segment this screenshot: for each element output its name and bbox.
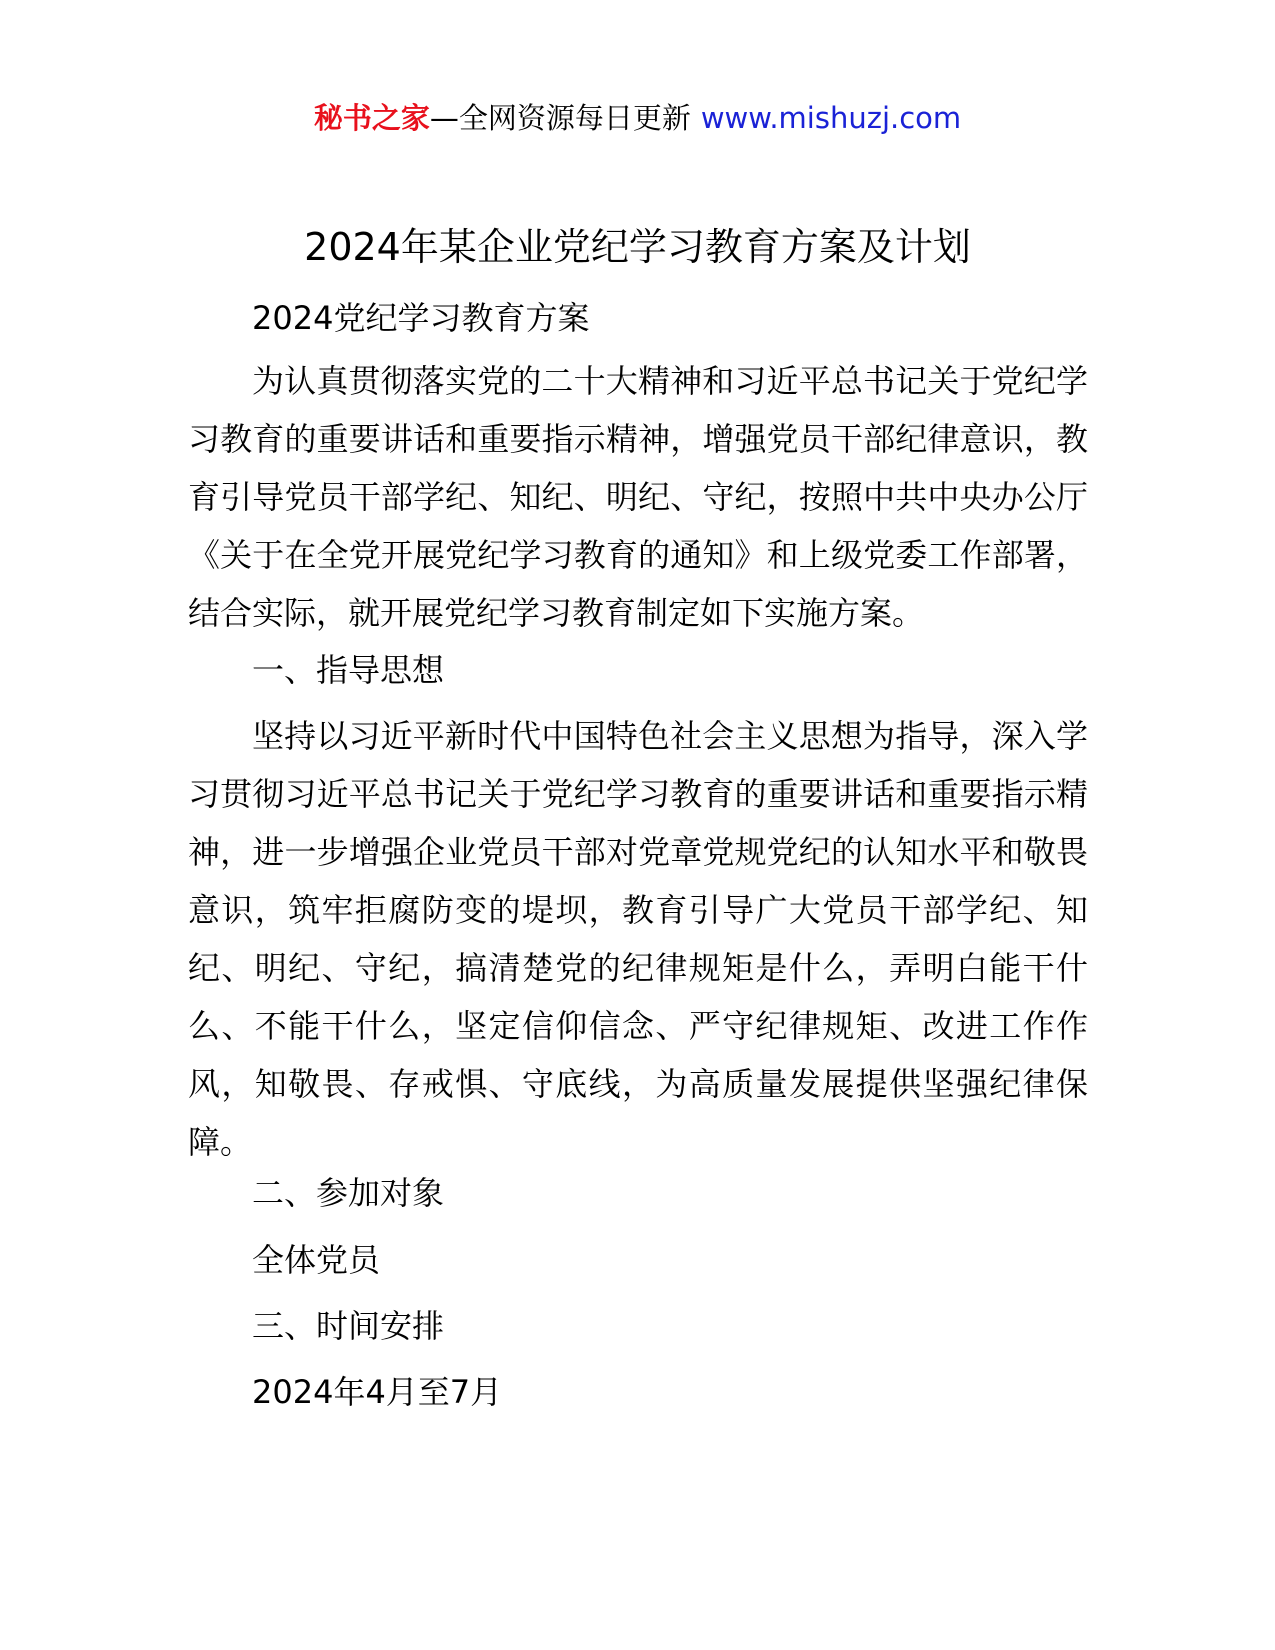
site-url-link[interactable]: www.mishuzj.com [700, 101, 962, 135]
section1-paragraph: 坚持以习近平新时代中国特色社会主义思想为指导，深入学习贯彻习近平总书记关于党纪学习教育的重要讲话和重要指示精神，进一步增强企业党员干部对党章党规党纪的认知水平和敬畏意识，筑牢拒腐防变的堤坝，教育引导广大党员干部学纪、知纪、明纪、守纪，搞清楚党的纪律规矩是什么，弄明白能干什么、不能干什么，坚定信仰信念、严守纪律规矩、改进工作作风，知敬畏、存戒惧、守底线，为高质量发展提供坚强纪律保障。 [188, 717, 1088, 1161]
intro-paragraph: 为认真贯彻落实党的二十大精神和习近平总书记关于党纪学习教育的重要讲话和重要指示精神，增强党员干部纪律意识，教育引导党员干部学纪、知纪、明纪、守纪，按照中共中央办公厅《关于在全党开展党纪学习教育的通知》和上级党委工作部署，结合实际，就开展党纪学习教育制定如下实施方案。 [188, 362, 1088, 632]
document-body-top [188, 289, 1088, 347]
section2-block [188, 1164, 1088, 1222]
section1-body-block [188, 707, 1088, 1171]
header-slogan: —全网资源每日更新 [429, 101, 691, 135]
section3-body: 2024年4月至7月 [252, 1373, 503, 1411]
section2-body: 全体党员 [252, 1241, 381, 1279]
brand-name: 秘书之家 [313, 101, 430, 135]
document-title: 2024年某企业党纪学习教育方案及计划 [304, 225, 971, 269]
section3-body-block [188, 1363, 1088, 1421]
section2-heading: 二、参加对象 [252, 1174, 445, 1212]
section3-block [188, 1297, 1088, 1355]
site-header [0, 98, 1275, 138]
section1-block [188, 641, 1088, 699]
document-subtitle: 2024党纪学习教育方案 [252, 299, 590, 337]
section1-heading: 一、指导思想 [252, 651, 445, 689]
section2-body-block [188, 1231, 1088, 1289]
intro-block [188, 352, 1088, 642]
section3-heading: 三、时间安排 [252, 1307, 445, 1345]
